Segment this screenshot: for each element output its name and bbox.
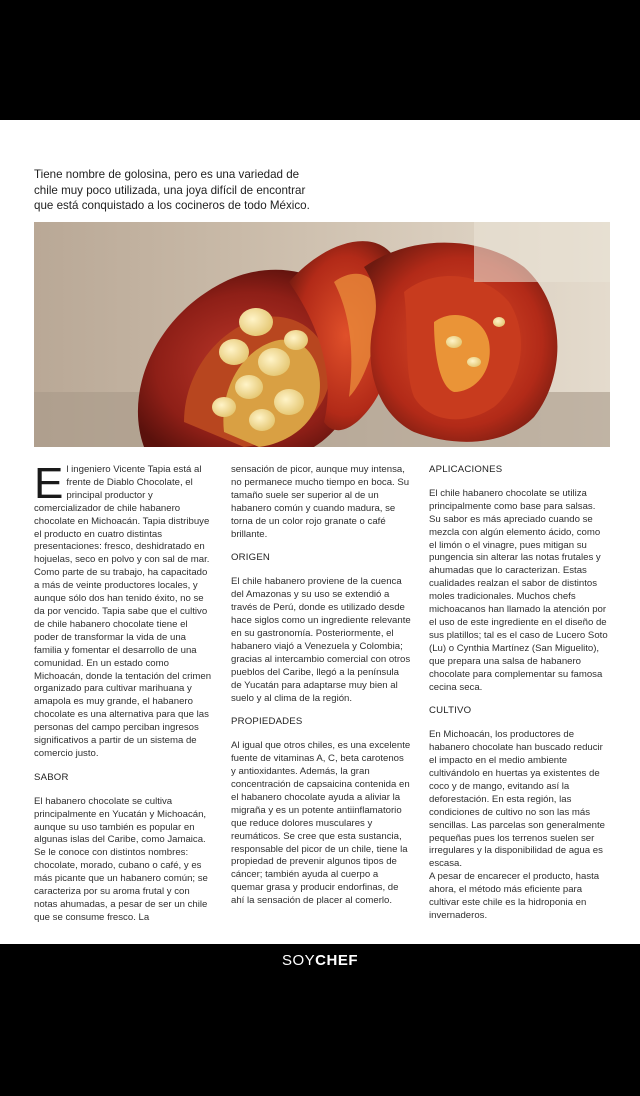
- logo-bold: CHEF: [315, 952, 359, 969]
- chili-illustration: [34, 222, 610, 447]
- magazine-page: [0, 120, 640, 944]
- drop-cap: E: [34, 459, 64, 508]
- paragraph-propiedades: Al igual que otros chiles, es una excelente fuente de vitaminas A, C, beta carotenos y antioxidantes. Además, la gran concentración de capsaicina contenida en el habanero chocolate ayuda a aliviar la migraña y es un potente antiinflamatorio que reduce dolores musculares y reumáticos. Se cree que esta sustancia, responsable del picor de un chile, tiene la propiedad de prevenir algunos tipos de cáncer; también ayuda al cuerpo a quemar grasa y producir endorfinas, de ahí la sensación de placer al comerlo.: [231, 740, 411, 907]
- soychef-logo: [0, 952, 640, 969]
- habanero-chocolate-photo: [34, 222, 610, 447]
- paragraph-sabor-cont: sensación de picor, aunque muy intensa, no permanece mucho tiempo en boca. Su tamaño suele ser superior al de un habanero común y cuando madura, se torna de un color rojo granate o café brillante.: [231, 464, 410, 540]
- heading-propiedades: PROPIEDADES: [231, 716, 303, 728]
- opening-text: l ingeniero Vicente Tapia está al frente de Diablo Chocolate, el principal productor y comercializador de chile habanero chocolate en Michoacán. Tapia distribuye el producto en cuatro distintas presentaciones: fresco, deshidratado en hojuelas, seco en polvo y con sal de mar. Como parte de su trabajo, ha capacitado a más de veinte productores locales, y aunque sólo dos han tenido éxito, no se da por vencido. Tapia sabe que el cultivo de chile habanero chocolate tiene el poder de transformar la vida de una familia y fomentar el desarrollo de una comunidad. En un estado como Michoacán, donde la tentación del crimen organizado para cultivar marihuana y amapola es muy grande, el habanero chocolate es una alternativa para que las personas del campo perciban ingresos significativos a partir de un sistema de comercio justo.: [34, 464, 212, 759]
- paragraph-aplicaciones: El chile habanero chocolate se utiliza principalmente como base para salsas. Su sabor es más apreciado cuando se mezcla con algún elemento ácido, como el limón o el vinagre, pues mitigan su pungencia sin alterar las notas frutales y ahumadas que lo caracterizan. Estas cualidades realzan el sabor de distintos moles tradicionales. Muchos chefs michoacanos han llamado la atención por el uso de este ingrediente en el diseño de sus platillos; tal es el caso de Lucero Soto (Lu) o Cynthia Martínez (San Miguelito), que prepara una salsa de habanero chocolate para complementar su famosa cecina seca.: [429, 487, 608, 693]
- intro-lead: Tiene nombre de golosina, pero es una variedad de chile muy poco utilizada, una joya difícil de encontrar que está conquistado a los cocineros de todo México.: [34, 168, 310, 212]
- paragraph-sabor: El habanero chocolate se cultiva principalmente en Yucatán y Michoacán, aunque su uso también es popular en algunas islas del Caribe, como Jamaica. Se le conoce con distintos nombres: chocolate, morado, cubano o café, y es más picante que un habanero común; se caracteriza por su aroma frutal y con notas ahumadas, a pesar de ser un chile que se consume fresco. La: [34, 795, 208, 923]
- heading-cultivo: CULTIVO: [429, 705, 472, 717]
- logo-light: SOY: [281, 952, 316, 969]
- paragraph-origen: El chile habanero proviene de la cuenca del Amazonas y su uso se extendió a través de Perú, donde es utilizado desde hace siglos como un ingrediente relevante en su gastronomía. Posteriormente, el habanero viajó a Venezuela y Colombia; gracias al intercambio comercial con otros pueblos del Caribe, llegó a la península de Yucatán para adaptarse muy bien al suelo y al clima de la región.: [231, 576, 411, 704]
- column-3: [429, 464, 609, 934]
- heading-origen: ORIGEN: [231, 552, 271, 564]
- column-1: [34, 459, 214, 936]
- paragraph-cultivo: En Michoacán, los productores de habanero chocolate han buscado reducir el impacto en el medio ambiente cultivándolo en huertas ya existentes de coco y de mango, evitando así la deforestación. En esta región, las condiciones de cultivo no son las más sencillas. Las parcelas son generalmente pequeñas pues los terrenos suelen ser irregulares y la disponibilidad de agua es escasa.: [429, 729, 605, 870]
- paragraph-cultivo-2: A pesar de encarecer el producto, hasta ahora, el método más eficiente para cultivar este chile es la hidroponia en invernaderos.: [429, 871, 600, 921]
- column-2: [231, 464, 411, 919]
- heading-aplicaciones: APLICACIONES: [429, 464, 503, 475]
- heading-sabor: SABOR: [34, 771, 69, 783]
- opening-paragraph: [34, 459, 214, 761]
